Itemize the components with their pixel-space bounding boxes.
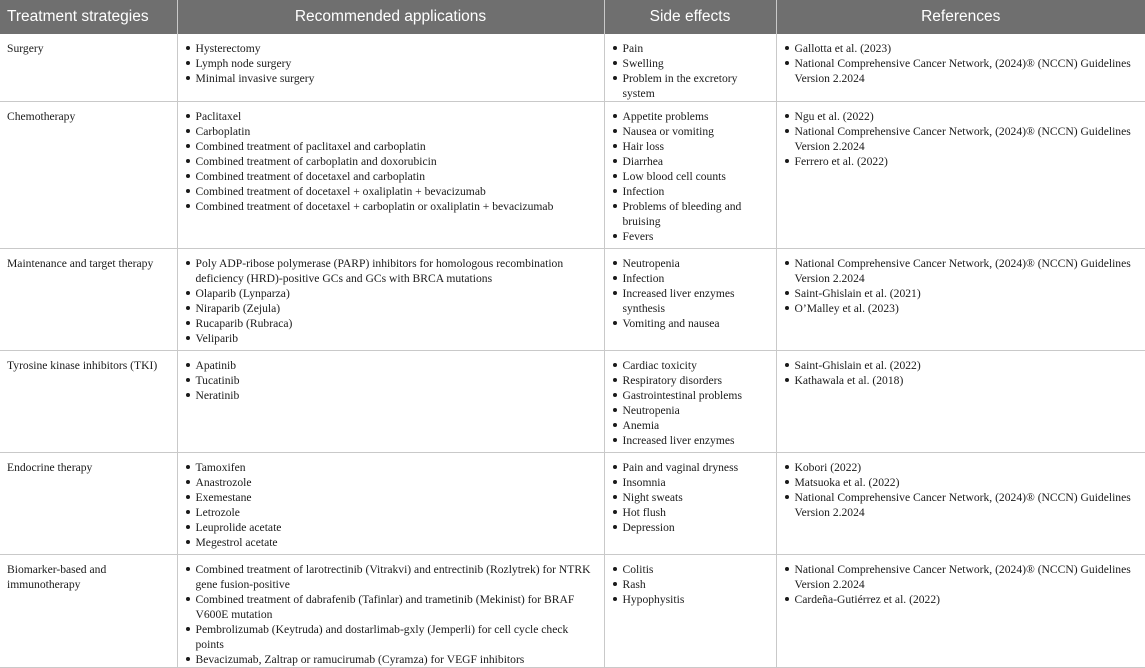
side-effect-item: Respiratory disorders [612,373,770,388]
side-effect-item: Infection [612,184,770,199]
reference-item: Matsuoka et al. (2022) [784,475,1140,490]
references-list [784,109,1140,169]
references-list [784,256,1140,316]
reference-item: National Comprehensive Cancer Network, (2024)® (NCCN) Guidelines Version 2.2024 [784,56,1140,86]
header-recommended-applications: Recommended applications [177,0,604,34]
applications-list [185,358,598,403]
application-item: Olaparib (Lynparza) [185,286,598,301]
side-effect-item: Hot flush [612,505,770,520]
side-effect-item: Low blood cell counts [612,169,770,184]
side-effect-item: Diarrhea [612,154,770,169]
references-cell [776,351,1145,453]
application-item: Pembrolizumab (Keytruda) and dostarlimab-gxly (Jemperli) for cell cycle check points [185,622,598,652]
application-item: Bevacizumab, Zaltrap or ramucirumab (Cyramza) for VEGF inhibitors [185,652,598,667]
side-effect-item: Depression [612,520,770,535]
application-item: Combined treatment of docetaxel and carboplatin [185,169,598,184]
side-effect-item: Increased liver enzymes synthesis [612,286,770,316]
side-effect-item: Pain [612,41,770,56]
side-effects-cell [604,453,776,555]
reference-item: Gallotta et al. (2023) [784,41,1140,56]
table-row [0,555,1145,668]
side-effect-item: Fevers [612,229,770,244]
application-item: Carboplatin [185,124,598,139]
strategy-label: Endocrine therapy [7,461,93,474]
application-item: Exemestane [185,490,598,505]
side-effects-list [612,562,770,607]
table-row [0,249,1145,351]
header-treatment-strategies: Treatment strategies [0,0,177,34]
reference-item: National Comprehensive Cancer Network, (2024)® (NCCN) Guidelines Version 2.2024 [784,490,1140,520]
application-item: Combined treatment of docetaxel + oxaliplatin + bevacizumab [185,184,598,199]
side-effect-item: Swelling [612,56,770,71]
strategy-cell [0,249,177,351]
application-item: Combined treatment of docetaxel + carboplatin or oxaliplatin + bevacizumab [185,199,598,214]
applications-cell [177,34,604,102]
references-cell [776,249,1145,351]
applications-list [185,256,598,346]
reference-item: National Comprehensive Cancer Network, (2024)® (NCCN) Guidelines Version 2.2024 [784,562,1140,592]
side-effects-cell [604,249,776,351]
application-item: Apatinib [185,358,598,373]
side-effect-item: Neutropenia [612,256,770,271]
applications-list [185,109,598,214]
table-row [0,351,1145,453]
application-item: Tucatinib [185,373,598,388]
applications-cell [177,555,604,668]
side-effects-cell [604,555,776,668]
application-item: Combined treatment of paclitaxel and carboplatin [185,139,598,154]
reference-item: Cardeña-Gutiérrez et al. (2022) [784,592,1140,607]
applications-cell [177,351,604,453]
reference-item: Saint-Ghislain et al. (2022) [784,358,1140,373]
application-item: Poly ADP-ribose polymerase (PARP) inhibitors for homologous recombination deficiency (HRD)-positive GCs and GCs with BRCA mutations [185,256,598,286]
side-effects-cell [604,34,776,102]
side-effects-cell [604,351,776,453]
side-effects-list [612,256,770,331]
applications-cell [177,102,604,249]
side-effect-item: Nausea or vomiting [612,124,770,139]
strategy-label: Maintenance and target therapy [7,257,154,270]
application-item: Rucaparib (Rubraca) [185,316,598,331]
reference-item: Kobori (2022) [784,460,1140,475]
application-item: Megestrol acetate [185,535,598,550]
side-effect-item: Night sweats [612,490,770,505]
side-effects-list [612,460,770,535]
application-item: Hysterectomy [185,41,598,56]
strategy-cell [0,34,177,102]
reference-item: Ferrero et al. (2022) [784,154,1140,169]
applications-list [185,562,598,667]
side-effect-item: Anemia [612,418,770,433]
strategy-label: Chemotherapy [7,110,76,123]
application-item: Tamoxifen [185,460,598,475]
strategy-cell [0,351,177,453]
side-effects-list [612,358,770,448]
application-item: Lymph node surgery [185,56,598,71]
reference-item: O’Malley et al. (2023) [784,301,1140,316]
strategy-label: Biomarker-based and immunotherapy [7,563,107,591]
side-effect-item: Gastrointestinal problems [612,388,770,403]
header-references: References [776,0,1145,34]
strategy-cell [0,555,177,668]
references-list [784,460,1140,520]
references-cell [776,102,1145,249]
reference-item: Saint-Ghislain et al. (2021) [784,286,1140,301]
references-cell [776,453,1145,555]
side-effect-item: Hypophysitis [612,592,770,607]
header-row [0,0,1145,34]
reference-item: Ngu et al. (2022) [784,109,1140,124]
side-effect-item: Pain and vaginal dryness [612,460,770,475]
application-item: Minimal invasive surgery [185,71,598,86]
side-effect-item: Problem in the excretory system [612,71,770,101]
side-effects-cell [604,102,776,249]
side-effect-item: Insomnia [612,475,770,490]
reference-item: National Comprehensive Cancer Network, (2024)® (NCCN) Guidelines Version 2.2024 [784,256,1140,286]
application-item: Neratinib [185,388,598,403]
references-cell [776,555,1145,668]
application-item: Paclitaxel [185,109,598,124]
references-list [784,41,1140,86]
applications-cell [177,249,604,351]
side-effect-item: Problems of bleeding and bruising [612,199,770,229]
reference-item: Kathawala et al. (2018) [784,373,1140,388]
side-effect-item: Rash [612,577,770,592]
table-row [0,453,1145,555]
applications-list [185,460,598,550]
references-cell [776,34,1145,102]
application-item: Anastrozole [185,475,598,490]
side-effects-list [612,109,770,244]
applications-list [185,41,598,86]
side-effect-item: Hair loss [612,139,770,154]
application-item: Combined treatment of larotrectinib (Vitrakvi) and entrectinib (Rozlytrek) for NTRK gene fusion-positive [185,562,598,592]
side-effect-item: Neutropenia [612,403,770,418]
table-row [0,102,1145,249]
side-effect-item: Cardiac toxicity [612,358,770,373]
side-effect-item: Colitis [612,562,770,577]
application-item: Veliparib [185,331,598,346]
strategy-label: Tyrosine kinase inhibitors (TKI) [7,359,158,372]
application-item: Combined treatment of dabrafenib (Tafinlar) and trametinib (Mekinist) for BRAF V600E mutation [185,592,598,622]
table-row [0,34,1145,102]
strategy-cell [0,102,177,249]
applications-cell [177,453,604,555]
application-item: Letrozole [185,505,598,520]
side-effect-item: Appetite problems [612,109,770,124]
strategy-cell [0,453,177,555]
references-list [784,562,1140,607]
side-effects-list [612,41,770,101]
reference-item: National Comprehensive Cancer Network, (2024)® (NCCN) Guidelines Version 2.2024 [784,124,1140,154]
references-list [784,358,1140,388]
strategy-label: Surgery [7,42,44,55]
application-item: Niraparib (Zejula) [185,301,598,316]
application-item: Combined treatment of carboplatin and doxorubicin [185,154,598,169]
side-effect-item: Increased liver enzymes [612,433,770,448]
side-effect-item: Vomiting and nausea [612,316,770,331]
header-side-effects: Side effects [604,0,776,34]
side-effect-item: Infection [612,271,770,286]
application-item: Leuprolide acetate [185,520,598,535]
